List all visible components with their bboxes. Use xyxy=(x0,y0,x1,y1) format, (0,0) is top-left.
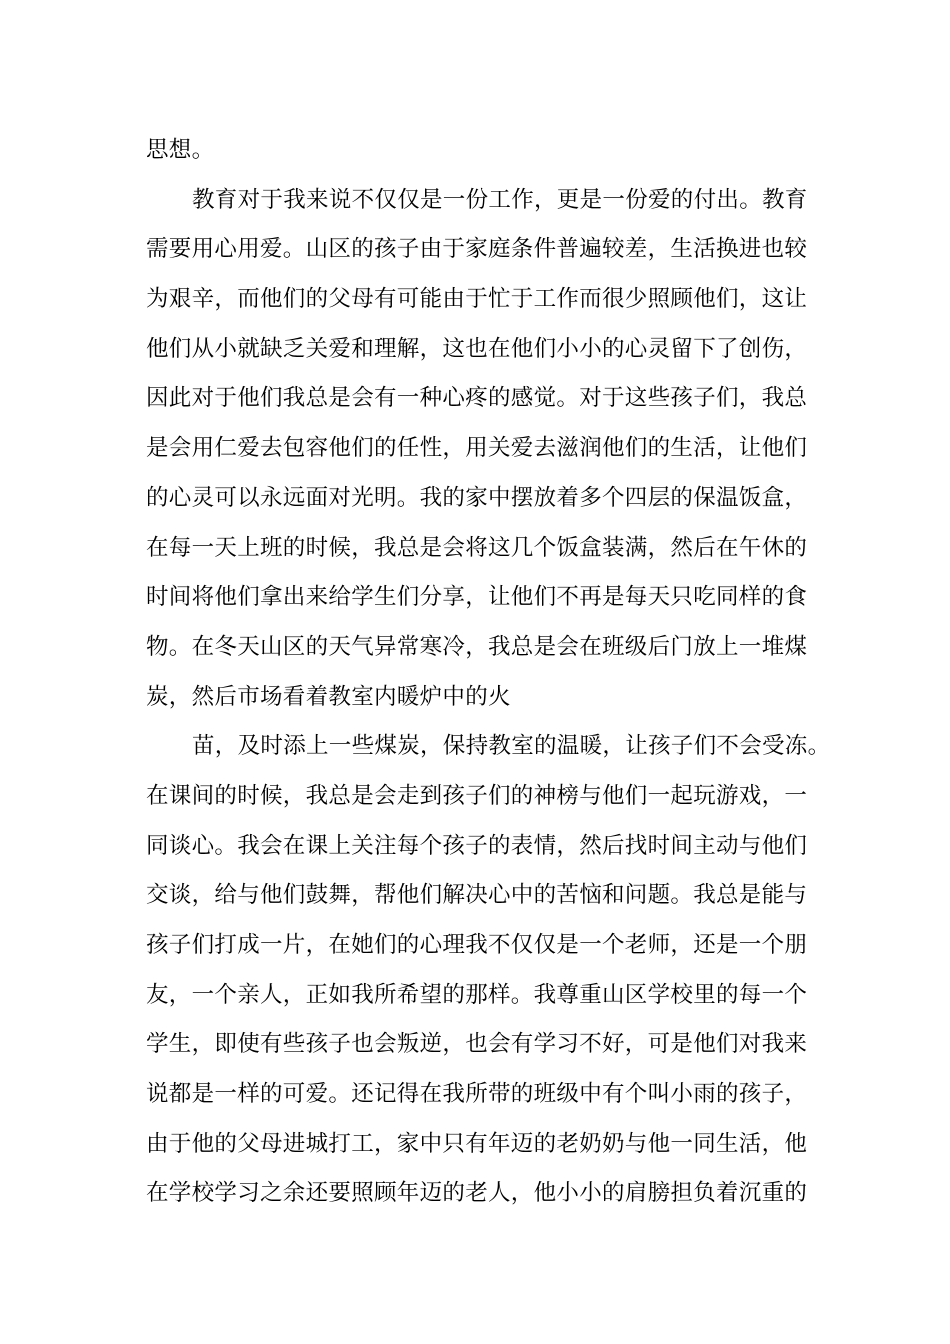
text-line: 需要用心用爱。山区的孩子由于家庭条件普遍较差，生活换进也较 xyxy=(146,236,808,263)
text-line: 由于他的父母进城打工，家中只有年迈的老奶奶与他一同生活，他 xyxy=(146,1130,808,1157)
text-line: 炭，然后市场看着教室内暖炉中的火 xyxy=(146,683,511,710)
text-line: 友，一个亲人，正如我所希望的那样。我尊重山区学校里的每一个 xyxy=(146,981,808,1008)
text-line: 为艰辛，而他们的父母有可能由于忙于工作而很少照顾他们，这让 xyxy=(146,286,808,313)
text-line: 同谈心。我会在课上关注每个孩子的表情，然后找时间主动与他们 xyxy=(146,832,808,859)
text-line: 说都是一样的可爱。还记得在我所带的班级中有个叫小雨的孩子， xyxy=(146,1081,808,1108)
text-line: 孩子们打成一片，在她们的心理我不仅仅是一个老师，还是一个朋 xyxy=(146,932,808,958)
text-line: 物。在冬天山区的天气异常寒冷，我总是会在班级后门放上一堆煤 xyxy=(146,633,808,660)
text-line: 是会用仁爱去包容他们的任性，用关爱去滋润他们的生活，让他们 xyxy=(146,435,808,462)
paragraph-first-line: 教育对于我来说不仅仅是一份工作，更是一份爱的付出。教育 xyxy=(192,186,808,213)
text-line: 交谈，给与他们鼓舞，帮他们解决心中的苦恼和问题。我总是能与 xyxy=(146,882,808,909)
paragraph-first-line: 苗，及时添上一些煤炭，保持教室的温暖，让孩子们不会受冻。 xyxy=(192,733,831,760)
text-line: 因此对于他们我总是会有一种心疼的感觉。对于这些孩子们，我总 xyxy=(146,385,808,412)
text-line: 的心灵可以永远面对光明。我的家中摆放着多个四层的保温饭盒， xyxy=(146,484,808,511)
text-line: 在学校学习之余还要照顾年迈的老人，他小小的肩膀担负着沉重的 xyxy=(146,1180,808,1207)
text-line: 在每一天上班的时候，我总是会将这几个饭盒装满，然后在午休的 xyxy=(146,534,808,561)
body-text xyxy=(146,126,831,1219)
text-line: 时间将他们拿出来给学生们分享，让他们不再是每天只吃同样的食 xyxy=(146,584,808,611)
text-line: 思想。 xyxy=(146,137,215,163)
text-line: 他们从小就缺乏关爱和理解，这也在他们小小的心灵留下了创伤， xyxy=(146,335,808,362)
text-line: 学生，即使有些孩子也会叛逆，也会有学习不好，可是他们对我来 xyxy=(146,1031,808,1058)
text-line: 在课间的时候，我总是会走到孩子们的神榜与他们一起玩游戏，一 xyxy=(146,782,808,809)
